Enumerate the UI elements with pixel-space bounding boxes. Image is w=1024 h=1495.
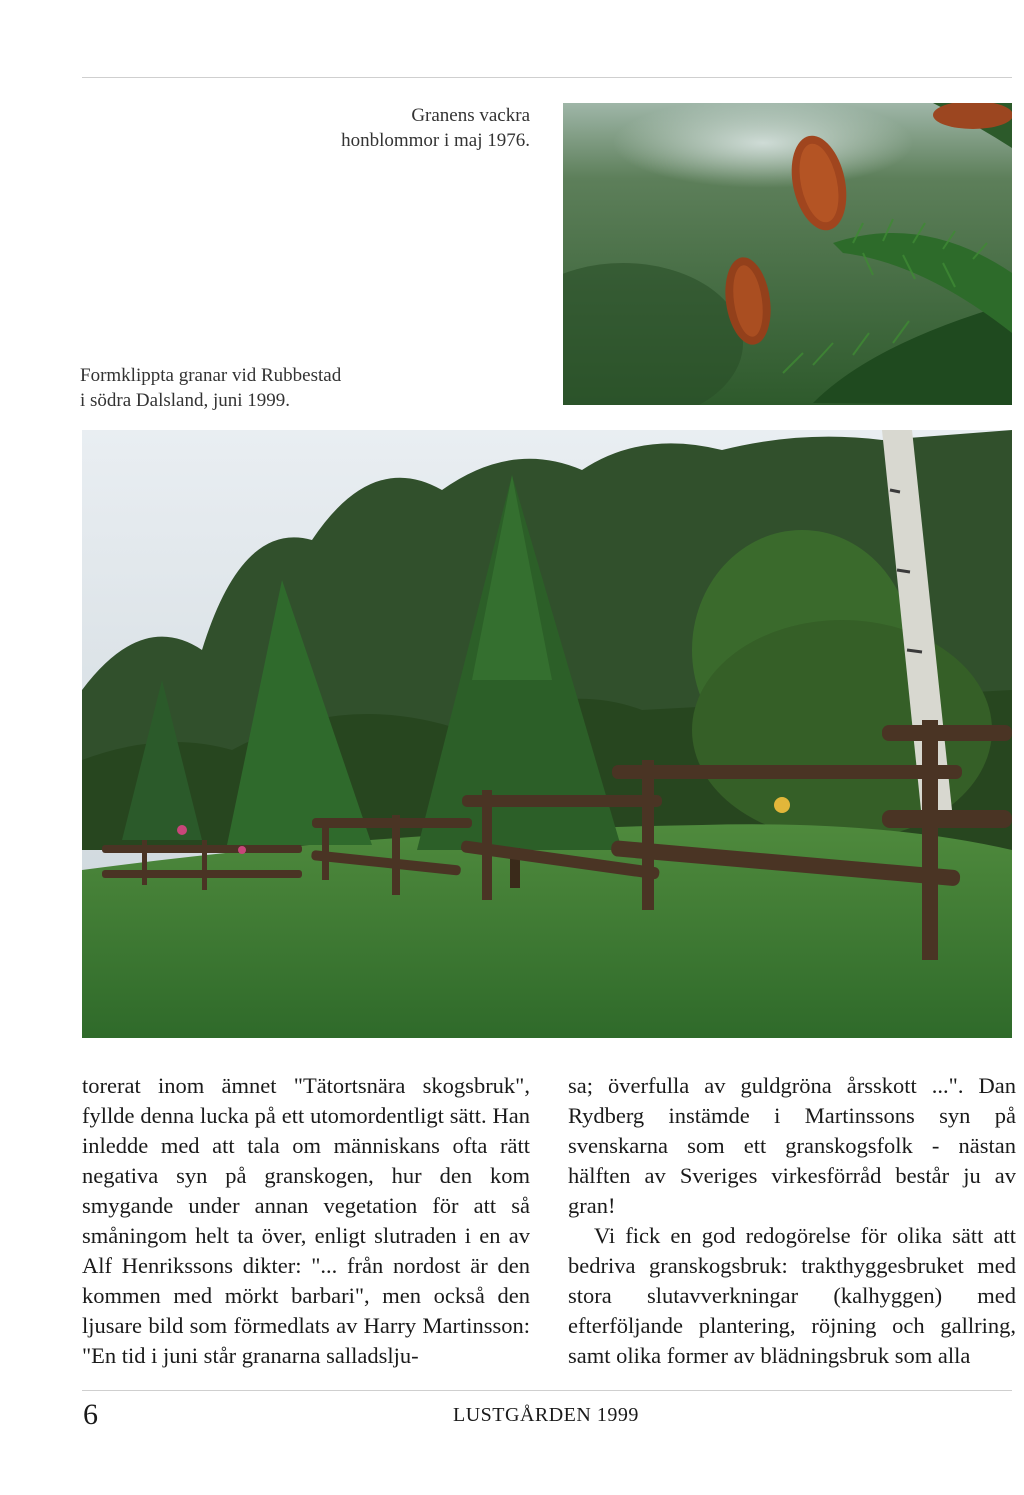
caption-cones-line1: Granens vackra <box>411 105 530 126</box>
caption-spruces <box>80 363 410 413</box>
article-column-left <box>82 1071 530 1371</box>
top-rule <box>82 77 1012 78</box>
article-column-right <box>568 1071 1016 1371</box>
photo-clipped-spruces <box>82 430 1012 1038</box>
page-number: 6 <box>83 1398 98 1431</box>
article-col2-paragraph-2: Vi fick en god redogörelse för olika sätt att bedriva granskogsbruk: trakthyggesbruket med stora slutavverkningar (kalhyggen) med efterföljande plantering, röjning och gallring, samt olika former av blädningsbruk som alla <box>568 1223 1016 1368</box>
caption-cones-line2: honblommor i maj 1976. <box>341 130 530 151</box>
photo-spruce-cones <box>563 103 1012 405</box>
spruce-cones-image <box>563 103 1012 405</box>
caption-spruces-line1: Formklippta granar vid Rubbestad <box>80 365 342 386</box>
clipped-spruces-image <box>82 430 1012 1038</box>
magazine-name: LUSTGÅRDEN 1999 <box>453 1404 639 1426</box>
footer-rule <box>82 1390 1012 1391</box>
article-col1-text: torerat inom ämnet "Tätortsnära skogsbruk", fyllde denna lucka på ett utomordentligt sätt. Han inledde med att tala om människans ofta rätt negativa syn på granskogen, hur den kom smygande under annan vegetation för att så småningom helt ta över, enligt slutraden i en av Alf Henrikssons dikter: "... från nordost är den kommen med mörkt barbari", men också den ljusare bild som förmedlats av Harry Martinsson: "En tid i juni står granarna salladslju- <box>82 1073 530 1368</box>
caption-spruces-line2: i södra Dalsland, juni 1999. <box>80 390 291 411</box>
caption-cones <box>300 103 530 153</box>
article-col2-paragraph-1: sa; överfulla av guldgröna årsskott ...". Dan Rydberg instämde i Martinssons syn på svenskarna som ett granskogsfolk - nästan hälften av Sveriges virkesförråd består ju av gran! <box>568 1073 1016 1218</box>
